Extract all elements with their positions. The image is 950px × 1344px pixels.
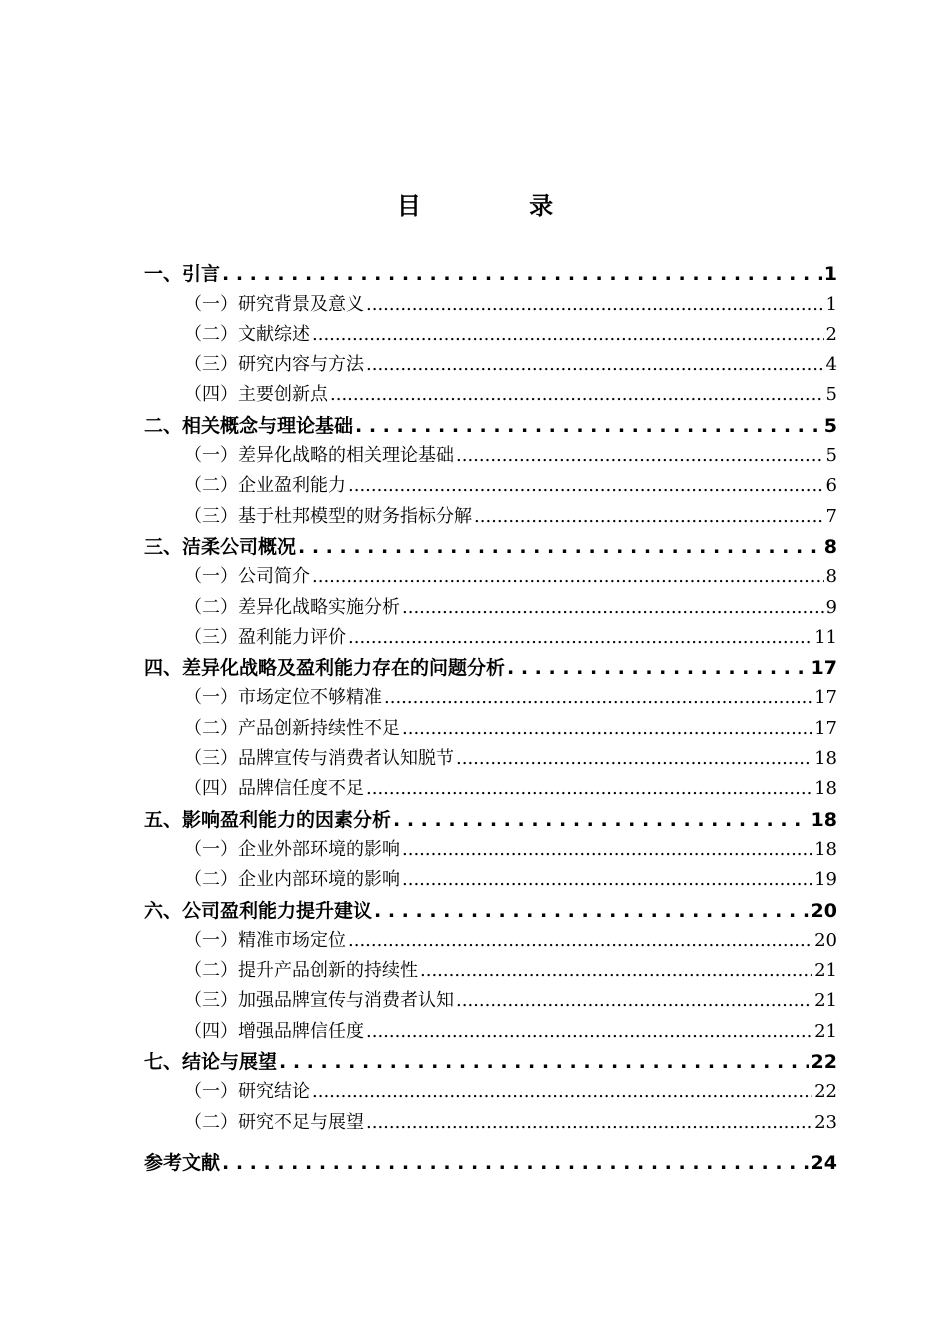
toc-entry-label: （一）研究背景及意义 — [184, 293, 364, 315]
toc-entry-label: 二、相关概念与理论基础 — [144, 414, 354, 437]
toc-entry-label: （二）文献综述 — [184, 323, 310, 345]
toc-page-number: 21 — [814, 1020, 837, 1042]
toc-dot-leader — [384, 685, 812, 711]
toc-dot-leader — [474, 504, 824, 530]
toc-dot-leader — [420, 958, 812, 984]
toc-section-entry[interactable] — [144, 469, 837, 499]
toc-page-number: 18 — [810, 808, 837, 831]
toc-dot-leader — [279, 1049, 809, 1075]
toc-entry-label: （三）研究内容与方法 — [184, 354, 364, 376]
toc-page-number: 20 — [810, 899, 837, 922]
toc-page-number: 9 — [825, 596, 837, 618]
toc-dot-leader — [393, 807, 809, 833]
toc-dot-leader — [366, 292, 824, 318]
toc-chapter-entry[interactable] — [144, 893, 837, 923]
toc-page-number: 17 — [814, 687, 837, 709]
toc-page-number: 8 — [825, 566, 837, 588]
toc-dot-leader — [402, 595, 824, 621]
toc-chapter-entry[interactable] — [144, 530, 837, 560]
toc-dot-leader — [348, 473, 824, 499]
toc-entry-label: （一）公司简介 — [184, 566, 310, 588]
toc-entry-label: （一）精准市场定位 — [184, 929, 346, 951]
toc-page-number: 5 — [825, 445, 837, 467]
toc-page-number: 22 — [814, 1081, 837, 1103]
toc-page-number: 11 — [814, 626, 837, 648]
toc-page-number: 21 — [814, 990, 837, 1012]
toc-section-entry[interactable] — [144, 984, 837, 1014]
toc-dot-leader — [312, 564, 824, 590]
toc-page-number: 20 — [814, 929, 837, 951]
toc-dot-leader — [222, 1150, 809, 1176]
toc-chapter-entry[interactable] — [144, 802, 837, 832]
toc-dot-leader — [348, 928, 812, 954]
toc-dot-leader — [312, 1079, 812, 1105]
toc-entry-label: （一）研究结论 — [184, 1081, 310, 1103]
toc-page-number: 19 — [814, 869, 837, 891]
toc-section-entry[interactable] — [144, 590, 837, 620]
toc-entry-label: （三）品牌宣传与消费者认知脱节 — [184, 748, 454, 770]
toc-dot-leader — [366, 776, 812, 802]
toc-entry-label: （四）品牌信任度不足 — [184, 778, 364, 800]
toc-chapter-entry[interactable] — [144, 1146, 837, 1176]
toc-section-entry[interactable] — [144, 863, 837, 893]
toc-dot-leader — [402, 837, 812, 863]
toc-section-entry[interactable] — [144, 772, 837, 802]
toc-dot-leader — [366, 352, 824, 378]
toc-section-entry[interactable] — [144, 439, 837, 469]
toc-page-number: 22 — [810, 1051, 837, 1074]
toc-entry-label: 六、公司盈利能力提升建议 — [144, 899, 373, 922]
toc-page-number: 1 — [825, 293, 837, 315]
toc-entry-label: 五、影响盈利能力的因素分析 — [144, 808, 392, 831]
toc-section-entry[interactable] — [144, 1105, 837, 1135]
toc-dot-leader — [222, 261, 822, 287]
toc-entry-label: （三）盈利能力评价 — [184, 626, 346, 648]
toc-entry-label: 参考文献 — [144, 1151, 221, 1174]
toc-dot-leader — [312, 322, 824, 348]
toc-entry-label: （二）差异化战略实施分析 — [184, 596, 400, 618]
toc-chapter-entry[interactable] — [144, 257, 837, 287]
toc-section-entry[interactable] — [144, 742, 837, 772]
toc-page-number: 4 — [825, 354, 837, 376]
toc-dot-leader — [456, 443, 824, 469]
toc-title: 目 录 — [396, 192, 604, 220]
toc-dot-leader — [298, 534, 822, 560]
toc-dot-leader — [456, 746, 812, 772]
toc-entry-label: 七、结论与展望 — [144, 1051, 278, 1074]
toc-page-number: 21 — [814, 960, 837, 982]
toc-section-entry[interactable] — [144, 1075, 837, 1105]
toc-page-number: 1 — [823, 263, 837, 286]
toc-dot-leader — [402, 867, 812, 893]
toc-entry-label: （四）主要创新点 — [184, 384, 328, 406]
toc-entry-label: 三、洁柔公司概况 — [144, 535, 297, 558]
toc-section-entry[interactable] — [144, 318, 837, 348]
toc-entry-label: （三）基于杜邦模型的财务指标分解 — [184, 505, 472, 527]
toc-section-entry[interactable] — [144, 681, 837, 711]
toc-page-number: 8 — [823, 535, 837, 558]
table-of-contents — [144, 257, 837, 1176]
toc-page-number: 5 — [823, 414, 837, 437]
toc-dot-leader — [507, 655, 809, 681]
toc-page-number: 18 — [814, 838, 837, 860]
toc-section-entry[interactable] — [144, 560, 837, 590]
toc-page-number: 23 — [814, 1111, 837, 1133]
toc-entry-label: （一）企业外部环境的影响 — [184, 838, 400, 860]
toc-dot-leader — [456, 988, 812, 1014]
toc-section-entry[interactable] — [144, 287, 837, 317]
toc-page-number: 2 — [825, 323, 837, 345]
toc-section-entry[interactable] — [144, 711, 837, 741]
toc-chapter-entry[interactable] — [144, 1045, 837, 1075]
toc-section-entry[interactable] — [144, 348, 837, 378]
toc-entry-label: 四、差异化战略及盈利能力存在的问题分析 — [144, 657, 506, 680]
toc-entry-label: （二）企业内部环境的影响 — [184, 869, 400, 891]
toc-dot-leader — [366, 1110, 812, 1136]
toc-section-entry[interactable] — [144, 1014, 837, 1044]
toc-page-number: 18 — [814, 778, 837, 800]
toc-entry-label: （二）研究不足与展望 — [184, 1111, 364, 1133]
toc-chapter-entry[interactable] — [144, 408, 837, 438]
toc-dot-leader — [374, 898, 809, 924]
toc-dot-leader — [330, 382, 824, 408]
toc-section-entry[interactable] — [144, 378, 837, 408]
toc-entry-label: （二）产品创新持续性不足 — [184, 717, 400, 739]
toc-page-number: 24 — [810, 1151, 837, 1174]
toc-page-number: 17 — [814, 717, 837, 739]
toc-section-entry[interactable] — [144, 499, 837, 529]
toc-page-number: 7 — [825, 505, 837, 527]
toc-entry-label: （一）差异化战略的相关理论基础 — [184, 445, 454, 467]
toc-section-entry[interactable] — [144, 621, 837, 651]
toc-entry-label: （三）加强品牌宣传与消费者认知 — [184, 990, 454, 1012]
toc-page-number: 5 — [825, 384, 837, 406]
toc-section-entry[interactable] — [144, 833, 837, 863]
toc-dot-leader — [366, 1019, 812, 1045]
toc-page-number: 6 — [825, 475, 837, 497]
toc-section-entry[interactable] — [144, 954, 837, 984]
toc-entry-label: （二）企业盈利能力 — [184, 475, 346, 497]
toc-page-number: 18 — [814, 748, 837, 770]
toc-dot-leader — [348, 625, 812, 651]
toc-entry-label: 一、引言 — [144, 263, 221, 286]
toc-entry-label: （一）市场定位不够精准 — [184, 687, 382, 709]
toc-entry-label: （四）增强品牌信任度 — [184, 1020, 364, 1042]
toc-section-entry[interactable] — [144, 924, 837, 954]
toc-page-number: 17 — [810, 657, 837, 680]
toc-entry-label: （二）提升产品创新的持续性 — [184, 960, 418, 982]
toc-chapter-entry[interactable] — [144, 651, 837, 681]
toc-dot-leader — [355, 413, 822, 439]
toc-dot-leader — [402, 716, 812, 742]
